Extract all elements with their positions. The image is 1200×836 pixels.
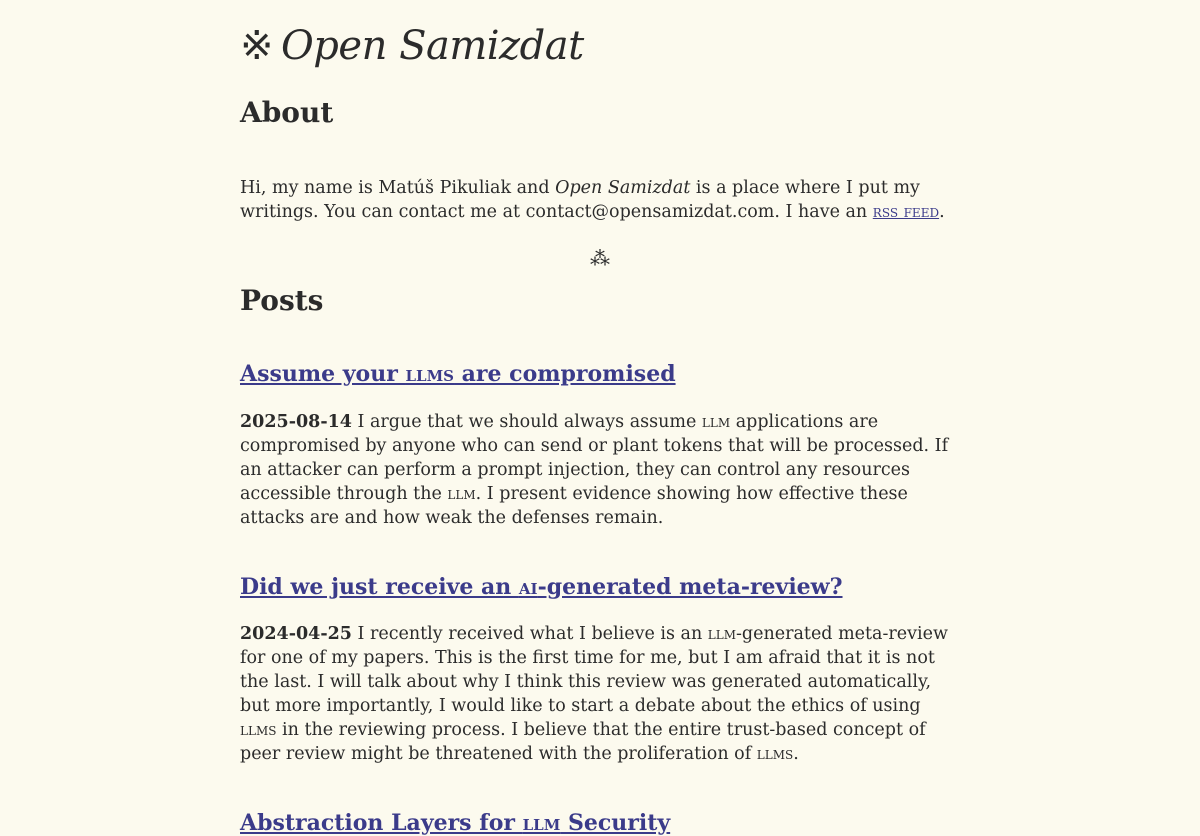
rss-feed-link[interactable]: rss feed bbox=[872, 201, 940, 222]
asterism-separator: ⁂ bbox=[590, 245, 610, 270]
about-section bbox=[240, 96, 960, 224]
post-title bbox=[240, 574, 960, 600]
post-title-link[interactable]: Did we just receive an ai-generated meta-review? bbox=[240, 573, 843, 600]
post-title bbox=[240, 361, 960, 387]
posts-section bbox=[240, 284, 960, 836]
site-name-italic: Open Samizdat bbox=[555, 177, 691, 198]
post-date: 2025-08-14 bbox=[240, 411, 352, 432]
post-item bbox=[240, 810, 960, 836]
site-title[interactable] bbox=[240, 24, 960, 68]
about-text: Hi, my name is Matúš Pikuliak and Open Samizdat is a place where I put my writings. You can contact me at contact@opensamizdat.com. I have an rss feed. bbox=[240, 177, 945, 222]
site-title-text: Open Samizdat bbox=[281, 23, 584, 69]
page-content bbox=[240, 0, 960, 836]
about-heading: About bbox=[240, 96, 334, 129]
posts-heading: Posts bbox=[240, 283, 324, 317]
reference-mark-icon: ※ bbox=[240, 23, 274, 69]
post-title-link[interactable]: Assume your llms are compromised bbox=[240, 361, 676, 388]
post-date: 2024-04-25 bbox=[240, 623, 352, 644]
post-item bbox=[240, 574, 960, 766]
post-title bbox=[240, 810, 960, 836]
post-item bbox=[240, 361, 960, 529]
post-description: 2025-08-14 I argue that we should always assume llm applications are compromised by anyone who can send or plant tokens that will be processed. If an attacker can perform a prompt injection, they can control any resources accessible through the llm. I present evidence showing how effective these attacks are and how weak the defenses remain. bbox=[240, 411, 949, 528]
post-description: 2024-04-25 I recently received what I believe is an llm-generated meta-review for one of my papers. This is the first time for me, but I am afraid that it is not the last. I will talk about why I think this review was generated automatically, but more importantly, I would like to start a debate about the ethics of using llms in the reviewing process. I believe that the entire trust-based concept of peer review might be threatened with the proliferation of llms. bbox=[240, 623, 948, 764]
post-title-link[interactable]: Abstraction Layers for llm Security bbox=[240, 809, 671, 836]
